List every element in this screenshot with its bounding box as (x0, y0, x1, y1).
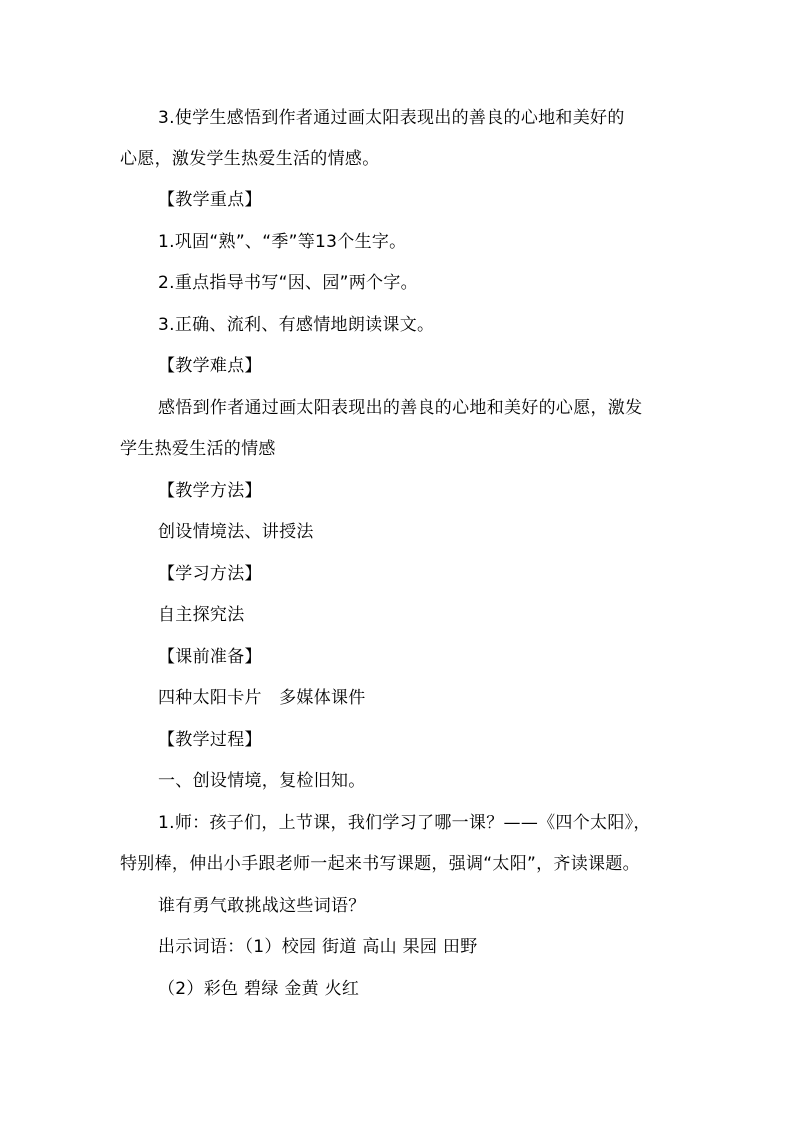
process-paragraph-line-1: 1.师：孩子们，上节课，我们学习了哪一课？——《四个太阳》， (158, 813, 651, 833)
process-step-1-title: 一、创设情境，复检旧知。 (158, 771, 366, 791)
word-list-1: 出示词语：（1）校园 街道 高山 果园 田野 (158, 937, 478, 957)
objective-3-line-2: 心愿，激发学生热爱生活的情感。 (120, 149, 380, 169)
challenge-question: 谁有勇气敢挑战这些词语？ (158, 896, 366, 916)
heading-teaching-methods: 【教学方法】 (158, 481, 262, 501)
difficulty-line-1: 感悟到作者通过画太阳表现出的善良的心地和美好的心愿，激发 (158, 398, 643, 418)
heading-key-points: 【教学重点】 (158, 190, 262, 210)
key-point-1: 1.巩固“熟”、“季”等13个生字。 (158, 232, 407, 252)
learning-methods-text: 自主探究法 (158, 605, 245, 625)
word-list-2: （2）彩色 碧绿 金黄 火红 (158, 979, 360, 999)
key-point-2: 2.重点指导书写“因、园”两个字。 (158, 273, 418, 293)
preparation-text: 四种太阳卡片 多媒体课件 (158, 688, 366, 708)
key-point-3: 3.正确、流利、有感情地朗读课文。 (158, 315, 435, 335)
objective-3-line-1: 3.使学生感悟到作者通过画太阳表现出的善良的心地和美好的 (158, 108, 625, 128)
heading-difficulties: 【教学难点】 (158, 356, 262, 376)
difficulty-line-2: 学生热爱生活的情感 (120, 439, 276, 459)
heading-process: 【教学过程】 (158, 730, 262, 750)
teaching-methods-text: 创设情境法、讲授法 (158, 522, 314, 542)
process-paragraph-line-2: 特别棒，伸出小手跟老师一起来书写课题，强调“太阳”，齐读课题。 (120, 854, 640, 874)
heading-learning-methods: 【学习方法】 (158, 564, 262, 584)
heading-preparation: 【课前准备】 (158, 647, 262, 667)
